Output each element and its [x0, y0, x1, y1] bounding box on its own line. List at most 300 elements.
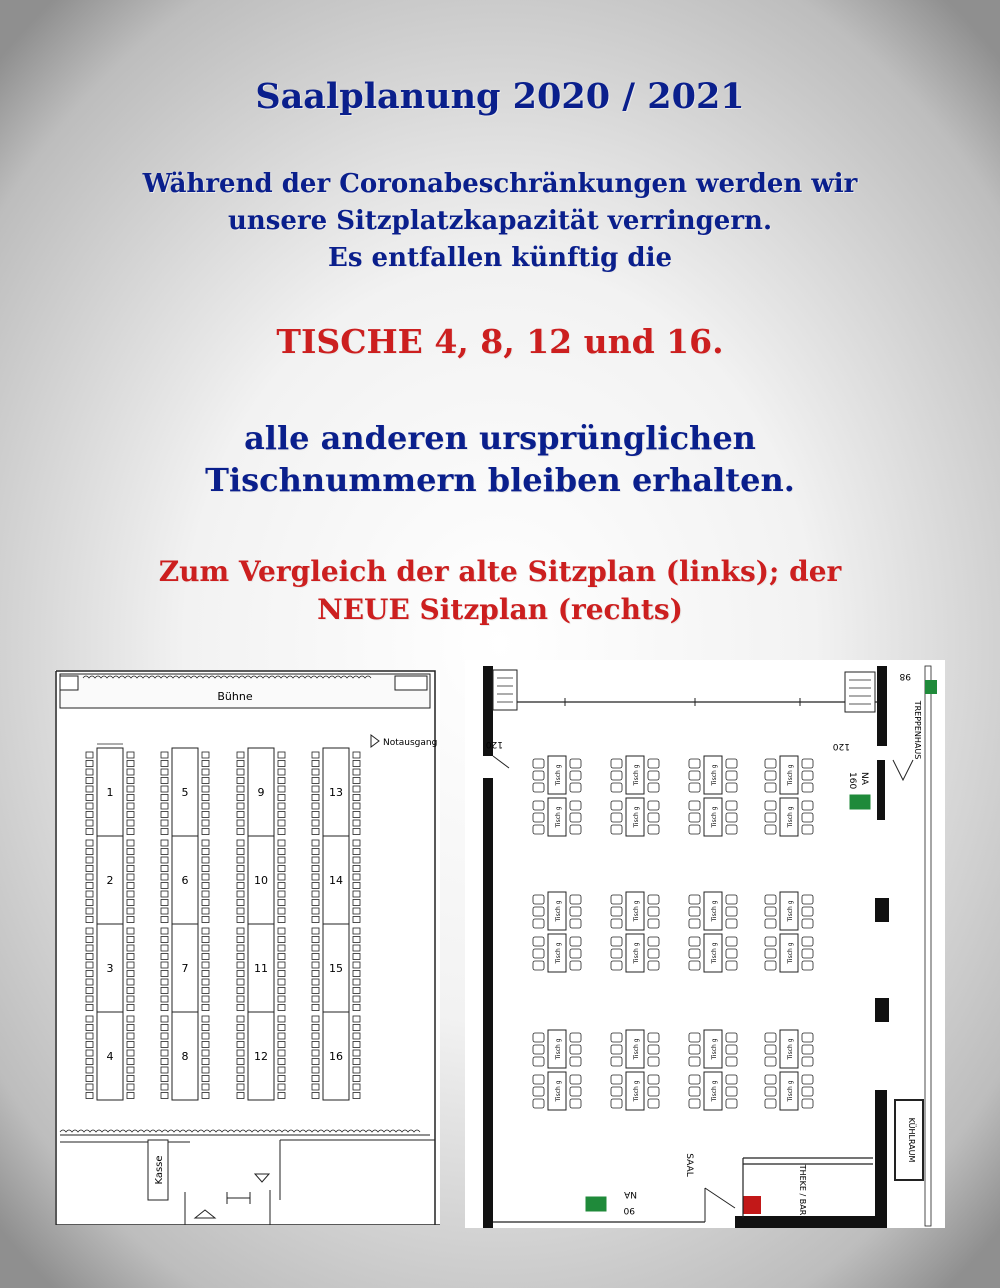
chair: [86, 866, 93, 872]
chair: [237, 1033, 244, 1039]
chair: [353, 1033, 360, 1039]
chair: [202, 988, 209, 994]
chair: [312, 1033, 319, 1039]
chair: [353, 769, 360, 775]
chair: [802, 907, 813, 916]
chair: [312, 900, 319, 906]
chair: [353, 971, 360, 977]
chair: [353, 945, 360, 951]
chair: [533, 1099, 544, 1108]
chair: [86, 786, 93, 792]
chair: [202, 937, 209, 943]
chair: [278, 812, 285, 818]
chair: [802, 919, 813, 928]
chair: [127, 803, 134, 809]
chair: [611, 919, 622, 928]
chair: [353, 803, 360, 809]
chair: [86, 1076, 93, 1082]
chair: [278, 971, 285, 977]
chair: [127, 891, 134, 897]
chair: [127, 883, 134, 889]
chair: [648, 771, 659, 780]
chair: [86, 849, 93, 855]
chair: [726, 759, 737, 768]
chair: [278, 849, 285, 855]
old-seating-plan: [55, 670, 440, 1225]
chair: [127, 874, 134, 880]
old-table-number: 11: [254, 962, 268, 975]
chair: [765, 919, 776, 928]
chair: [278, 996, 285, 1002]
chair: [765, 961, 776, 970]
chair: [86, 1084, 93, 1090]
chair: [202, 857, 209, 863]
chair: [86, 778, 93, 784]
chair: [237, 849, 244, 855]
chair: [648, 907, 659, 916]
chair: [202, 1050, 209, 1056]
new-table-label: Tisch g: [555, 942, 562, 964]
chair: [202, 1059, 209, 1065]
chair: [648, 1057, 659, 1066]
chair: [570, 1045, 581, 1054]
chair: [127, 1067, 134, 1073]
chair: [533, 813, 544, 822]
chair: [237, 840, 244, 846]
new-table-label: Tisch g: [555, 1080, 562, 1102]
chair: [237, 761, 244, 767]
chair: [278, 945, 285, 951]
chair: [312, 971, 319, 977]
chair: [765, 825, 776, 834]
chair: [161, 1033, 168, 1039]
chair: [127, 840, 134, 846]
fire-extinguisher-sign-icon: [743, 1196, 761, 1214]
chair: [237, 988, 244, 994]
chair: [127, 769, 134, 775]
chair: [353, 996, 360, 1002]
chair: [533, 919, 544, 928]
chair: [278, 874, 285, 880]
chair: [312, 795, 319, 801]
chair: [278, 1050, 285, 1056]
chair: [353, 1016, 360, 1022]
chair: [533, 937, 544, 946]
chair: [312, 908, 319, 914]
chair: [802, 1057, 813, 1066]
chair: [312, 996, 319, 1002]
chair: [278, 769, 285, 775]
chair: [312, 752, 319, 758]
chair: [570, 825, 581, 834]
chair: [86, 1093, 93, 1099]
new-table-label: Tisch g: [787, 1038, 794, 1060]
chair: [161, 928, 168, 934]
chair: [237, 945, 244, 951]
chair: [202, 761, 209, 767]
chair: [86, 874, 93, 880]
chair: [312, 988, 319, 994]
chair: [570, 919, 581, 928]
chair: [648, 1087, 659, 1096]
chair: [611, 801, 622, 810]
chair: [237, 874, 244, 880]
chair: [611, 771, 622, 780]
chair: [237, 1059, 244, 1065]
door-width: 120: [485, 739, 503, 749]
chair: [611, 813, 622, 822]
chair: [278, 1059, 285, 1065]
chair: [611, 1099, 622, 1108]
chair: [648, 1033, 659, 1042]
chair: [353, 812, 360, 818]
chair: [278, 962, 285, 968]
chair: [726, 961, 737, 970]
chair: [127, 996, 134, 1002]
chair: [237, 1005, 244, 1011]
chair: [611, 1057, 622, 1066]
chair: [312, 778, 319, 784]
chair: [86, 900, 93, 906]
chair: [86, 795, 93, 801]
chair: [86, 928, 93, 934]
chair: [353, 866, 360, 872]
chair: [570, 1075, 581, 1084]
chair: [127, 829, 134, 835]
chair: [161, 971, 168, 977]
chair: [611, 961, 622, 970]
chair: [127, 917, 134, 923]
chair: [353, 778, 360, 784]
chair: [312, 1076, 319, 1082]
chair: [278, 795, 285, 801]
chair: [161, 996, 168, 1002]
chair: [765, 1033, 776, 1042]
chair: [570, 949, 581, 958]
chair: [648, 813, 659, 822]
chair: [570, 1033, 581, 1042]
chair: [237, 1076, 244, 1082]
chair: [689, 783, 700, 792]
stairs-left: [493, 670, 517, 710]
chair: [278, 979, 285, 985]
new-table-label: Tisch g: [711, 942, 718, 964]
chair: [161, 866, 168, 872]
chair: [161, 1016, 168, 1022]
chair: [202, 1076, 209, 1082]
chair: [533, 1057, 544, 1066]
chair: [802, 1045, 813, 1054]
cold-room-label: KÜHLRAUM: [907, 1117, 916, 1163]
chair: [765, 783, 776, 792]
chair: [726, 1045, 737, 1054]
chair: [161, 962, 168, 968]
chair: [648, 1045, 659, 1054]
chair: [237, 866, 244, 872]
chair: [237, 786, 244, 792]
chair: [237, 1067, 244, 1073]
chair: [127, 857, 134, 863]
chair: [161, 820, 168, 826]
chair: [86, 820, 93, 826]
chair: [161, 1050, 168, 1056]
chair: [237, 1042, 244, 1048]
chair: [353, 1050, 360, 1056]
new-table-label: Tisch g: [787, 764, 794, 786]
emergency-exit-label: Notausgang: [383, 738, 438, 748]
chair: [353, 857, 360, 863]
chair: [237, 803, 244, 809]
chair: [648, 759, 659, 768]
chair: [648, 961, 659, 970]
chair: [353, 928, 360, 934]
chair: [127, 820, 134, 826]
chair: [726, 783, 737, 792]
chair: [202, 1016, 209, 1022]
chair: [278, 954, 285, 960]
chair: [312, 812, 319, 818]
chair: [237, 812, 244, 818]
new-table-label: Tisch g: [787, 900, 794, 922]
chair: [353, 979, 360, 985]
chair: [802, 759, 813, 768]
chair: [353, 1005, 360, 1011]
chair: [765, 813, 776, 822]
chair: [86, 829, 93, 835]
new-table-label: Tisch g: [633, 1080, 640, 1102]
chair: [570, 783, 581, 792]
chair: [648, 919, 659, 928]
chair: [765, 907, 776, 916]
chair: [648, 825, 659, 834]
chair: [312, 928, 319, 934]
chair: [278, 1084, 285, 1090]
chair: [127, 866, 134, 872]
chair: [353, 761, 360, 767]
chair: [533, 949, 544, 958]
chair: [86, 945, 93, 951]
chair: [86, 937, 93, 943]
chair: [689, 825, 700, 834]
chair: [353, 820, 360, 826]
chair: [570, 895, 581, 904]
chair: [802, 801, 813, 810]
chair: [312, 1025, 319, 1031]
chair: [161, 803, 168, 809]
chair: [127, 937, 134, 943]
chair: [86, 962, 93, 968]
chair: [237, 1093, 244, 1099]
intro-text: [0, 166, 1000, 277]
chair: [353, 1093, 360, 1099]
chair: [202, 795, 209, 801]
chair: [802, 1099, 813, 1108]
chair: [689, 907, 700, 916]
chair: [86, 803, 93, 809]
chair: [611, 895, 622, 904]
chair: [570, 1087, 581, 1096]
chair: [765, 949, 776, 958]
chair: [353, 908, 360, 914]
new-table-label: Tisch g: [711, 806, 718, 828]
chair: [237, 962, 244, 968]
chair: [237, 1016, 244, 1022]
chair: [611, 937, 622, 946]
chair: [127, 954, 134, 960]
chair: [202, 891, 209, 897]
chair: [802, 949, 813, 958]
chair: [202, 1067, 209, 1073]
chair: [353, 917, 360, 923]
chair: [312, 1005, 319, 1011]
chair: [278, 891, 285, 897]
chair: [161, 812, 168, 818]
chair: [127, 945, 134, 951]
chair: [570, 907, 581, 916]
chair: [353, 954, 360, 960]
chair: [161, 840, 168, 846]
chair: [86, 971, 93, 977]
chair: [648, 1099, 659, 1108]
chair: [237, 891, 244, 897]
chair: [533, 961, 544, 970]
chair: [237, 996, 244, 1002]
chair: [127, 1076, 134, 1082]
chair: [86, 1067, 93, 1073]
chair: [726, 907, 737, 916]
chair: [237, 820, 244, 826]
chair: [570, 937, 581, 946]
chair: [278, 857, 285, 863]
chair: [278, 917, 285, 923]
chair: [161, 908, 168, 914]
door-width: 90: [623, 1205, 635, 1215]
chair: [689, 771, 700, 780]
new-table-label: Tisch g: [555, 764, 562, 786]
chair: [765, 1075, 776, 1084]
cashier-label: Kasse: [154, 1155, 165, 1185]
chair: [161, 769, 168, 775]
chair: [86, 979, 93, 985]
new-table-label: Tisch g: [633, 1038, 640, 1060]
chair: [278, 803, 285, 809]
chair: [161, 1076, 168, 1082]
chair: [802, 825, 813, 834]
chair: [689, 813, 700, 822]
chair: [86, 812, 93, 818]
chair: [533, 895, 544, 904]
chair: [278, 761, 285, 767]
new-table-label: Tisch g: [555, 1038, 562, 1060]
chair: [127, 849, 134, 855]
new-table-label: Tisch g: [711, 1080, 718, 1102]
chair: [726, 771, 737, 780]
old-table-number: 15: [329, 962, 343, 975]
chair: [533, 771, 544, 780]
chair: [237, 778, 244, 784]
old-table-number: 13: [329, 786, 343, 799]
chair: [202, 996, 209, 1002]
chair: [312, 1067, 319, 1073]
chair: [689, 1087, 700, 1096]
chair: [353, 1025, 360, 1031]
chair: [127, 778, 134, 784]
chair: [86, 1033, 93, 1039]
chair: [86, 1042, 93, 1048]
chair: [611, 1075, 622, 1084]
chair: [689, 895, 700, 904]
chair: [202, 820, 209, 826]
chair: [353, 795, 360, 801]
chair: [312, 786, 319, 792]
chair: [127, 928, 134, 934]
chair: [202, 769, 209, 775]
chair: [312, 874, 319, 880]
chair: [278, 988, 285, 994]
chair: [802, 1033, 813, 1042]
chair: [237, 1084, 244, 1090]
chair: [237, 1050, 244, 1056]
chair: [802, 1075, 813, 1084]
chair: [278, 778, 285, 784]
chair: [312, 883, 319, 889]
chair: [202, 1042, 209, 1048]
chair: [161, 979, 168, 985]
chair: [202, 778, 209, 784]
chair: [353, 937, 360, 943]
chair: [161, 1084, 168, 1090]
chair: [611, 759, 622, 768]
chair: [726, 949, 737, 958]
old-table-number: 4: [106, 1050, 114, 1063]
exit-label: NA: [624, 1189, 637, 1199]
chair: [312, 1059, 319, 1065]
chair: [86, 857, 93, 863]
old-table-number: 6: [181, 874, 189, 887]
chair: [353, 1059, 360, 1065]
chair: [312, 829, 319, 835]
chair: [127, 1033, 134, 1039]
chair: [689, 801, 700, 810]
chair: [202, 945, 209, 951]
chair: [202, 866, 209, 872]
chair: [161, 900, 168, 906]
chair: [161, 761, 168, 767]
chair: [202, 883, 209, 889]
old-table-number: 10: [254, 874, 268, 887]
chair: [127, 761, 134, 767]
chair: [278, 840, 285, 846]
chair: [765, 801, 776, 810]
chair: [312, 1050, 319, 1056]
chair: [202, 1033, 209, 1039]
door-width: 98: [899, 671, 911, 681]
chair: [202, 1025, 209, 1031]
chair: [161, 786, 168, 792]
chair: [353, 1084, 360, 1090]
chair: [161, 1059, 168, 1065]
chair: [533, 1075, 544, 1084]
chair: [312, 761, 319, 767]
chair: [312, 820, 319, 826]
chair: [353, 900, 360, 906]
chair: [312, 917, 319, 923]
chair: [127, 988, 134, 994]
chair: [86, 883, 93, 889]
chair: [161, 874, 168, 880]
door-width: 160: [847, 772, 857, 790]
old-table-number: 1: [106, 786, 114, 799]
